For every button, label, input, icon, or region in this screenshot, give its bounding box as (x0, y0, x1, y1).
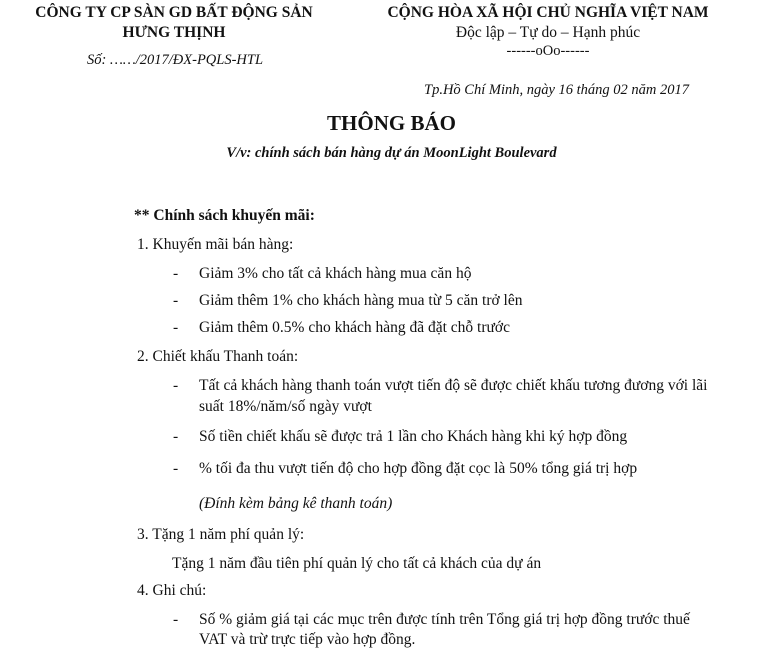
item-4-bullet-1-continued: VAT và trừ trực tiếp vào hợp đồng. (199, 631, 416, 648)
item-2-label: 2. Chiết khấu Thanh toán: (137, 348, 299, 365)
item-2-note: (Đính kèm bảng kê thanh toán) (199, 495, 393, 512)
bullet-mark: - (173, 428, 179, 445)
document-number: Số: ……/2017/ĐX-PQLS-HTL (87, 52, 264, 68)
bullet-mark: - (173, 377, 179, 394)
section-heading: ** Chính sách khuyến mãi: (134, 207, 315, 224)
item-4-bullet-1: Số % giảm giá tại các mục trên được tính trên Tổng giá trị hợp đồng trước thuế (199, 611, 690, 628)
company-name-line2: HƯNG THỊNH (122, 24, 226, 41)
item-2-bullet-3: % tối đa thu vượt tiến độ cho hợp đồng đặt cọc là 50% tổng giá trị hợp (199, 460, 638, 477)
item-1-bullet-3: Giảm thêm 0.5% cho khách hàng đã đặt chỗ trước (199, 319, 510, 336)
national-motto: Độc lập – Tự do – Hạnh phúc (455, 24, 641, 41)
place-and-date: Tp.Hồ Chí Minh, ngày 16 tháng 02 năm 2017 (424, 82, 690, 98)
item-2-bullet-1-continued: suất 18%/năm/số ngày vượt (199, 398, 372, 415)
item-1-bullet-1: Giảm 3% cho tất cả khách hàng mua căn hộ (199, 265, 472, 282)
item-4-label: 4. Ghi chú: (137, 582, 207, 599)
motto-ornament: ------oOo------ (506, 43, 590, 59)
company-name-line1: CÔNG TY CP SÀN GD BẤT ĐỘNG SẢN (35, 4, 313, 21)
bullet-mark: - (173, 460, 179, 477)
bullet-mark: - (173, 319, 179, 336)
item-3-text: Tặng 1 năm đầu tiên phí quản lý cho tất cả khách của dự án (172, 555, 542, 572)
item-3-label: 3. Tặng 1 năm phí quản lý: (137, 526, 305, 543)
nation-title: CỘNG HÒA XÃ HỘI CHỦ NGHĨA VIỆT NAM (387, 4, 709, 21)
bullet-mark: - (173, 265, 179, 282)
document-subject: V/v: chính sách bán hàng dự án MoonLight Boulevard (226, 145, 557, 161)
bullet-mark: - (173, 292, 179, 309)
item-1-label: 1. Khuyến mãi bán hàng: (137, 236, 294, 253)
bullet-mark: - (173, 611, 179, 628)
item-2-bullet-1: Tất cả khách hàng thanh toán vượt tiến độ sẽ được chiết khấu tương đương với lãi (199, 377, 708, 394)
item-2-bullet-2: Số tiền chiết khấu sẽ được trả 1 lần cho Khách hàng khi ký hợp đồng (199, 428, 628, 445)
document-title: THÔNG BÁO (327, 111, 456, 135)
item-1-bullet-2: Giảm thêm 1% cho khách hàng mua từ 5 căn trở lên (199, 292, 523, 309)
